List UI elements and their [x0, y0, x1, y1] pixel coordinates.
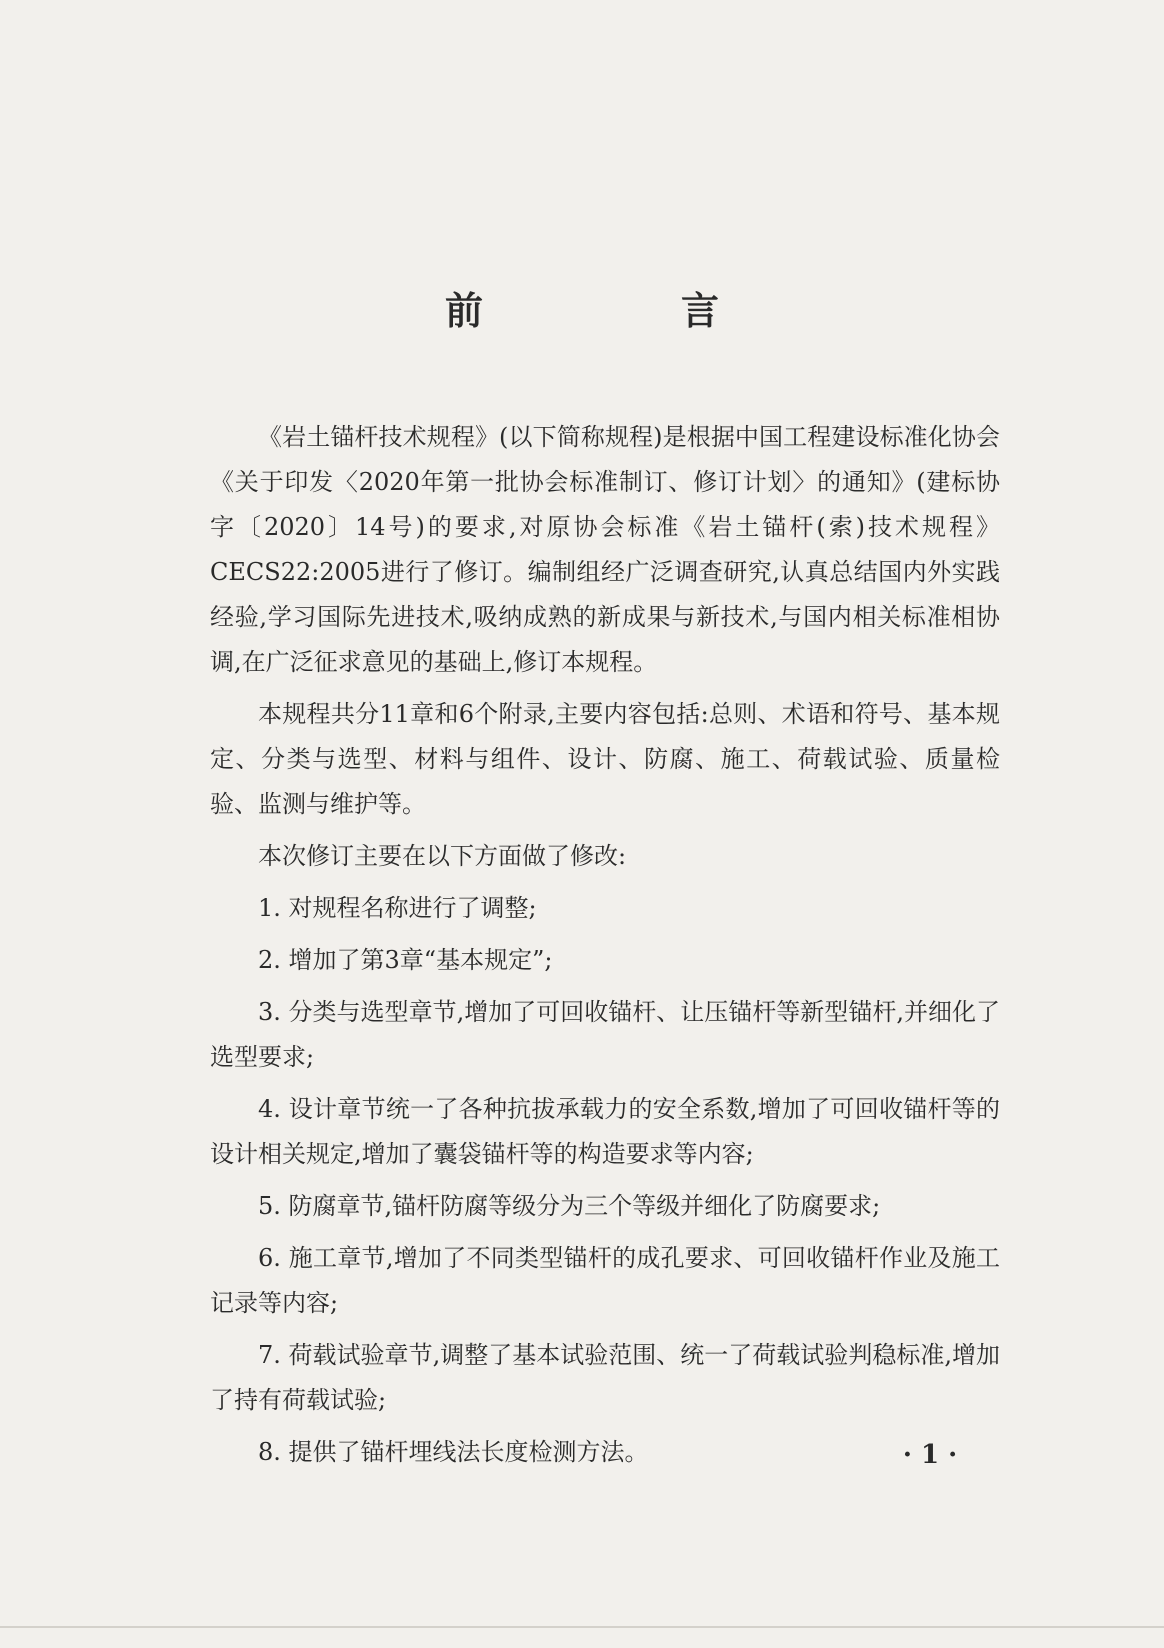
list-item-6: 6. 施工章节,增加了不同类型锚杆的成孔要求、可回收锚杆作业及施工记录等内容;	[210, 1244, 1000, 1317]
page-number: · 1 ·	[902, 1440, 958, 1470]
paragraph-revision-intro: 本次修订主要在以下方面做了修改:	[258, 842, 627, 870]
scan-edge-line	[0, 1626, 1164, 1628]
list-item-5: 5. 防腐章节,锚杆防腐等级分为三个等级并细化了防腐要求;	[258, 1192, 881, 1220]
list-item-8: 8. 提供了锚杆埋线法长度检测方法。	[258, 1438, 649, 1466]
list-item-2: 2. 增加了第3章“基本规定”;	[258, 946, 553, 974]
page-title: 前 言	[444, 288, 799, 333]
paragraph-scope: 本规程共分11章和6个附录,主要内容包括:总则、术语和符号、基本规定、分类与选型、材料与组件、设计、防腐、施工、荷载试验、质量检验、监测与维护等。	[210, 700, 1000, 818]
list-item-1: 1. 对规程名称进行了调整;	[258, 894, 537, 922]
list-item-4: 4. 设计章节统一了各种抗拔承载力的安全系数,增加了可回收锚杆等的设计相关规定,增加了囊袋锚杆等的构造要求等内容;	[210, 1095, 1000, 1168]
list-item-7: 7. 荷载试验章节,调整了基本试验范围、统一了荷载试验判稳标准,增加了持有荷载试验;	[210, 1341, 1000, 1414]
body-text	[210, 415, 1000, 1475]
paragraph-intro: 《岩土锚杆技术规程》(以下简称规程)是根据中国工程建设标准化协会《关于印发〈2020年第一批协会标准制订、修订计划〉的通知》(建标协字〔2020〕14号)的要求,对原协会标准《岩土锚杆(索)技术规程》CECS22:2005进行了修订。编制组经广泛调查研究,认真总结国内外实践经验,学习国际先进技术,吸纳成熟的新成果与新技术,与国内相关标准相协调,在广泛征求意见的基础上,修订本规程。	[210, 423, 1000, 676]
list-item-3: 3. 分类与选型章节,增加了可回收锚杆、让压锚杆等新型锚杆,并细化了选型要求;	[210, 998, 1000, 1071]
